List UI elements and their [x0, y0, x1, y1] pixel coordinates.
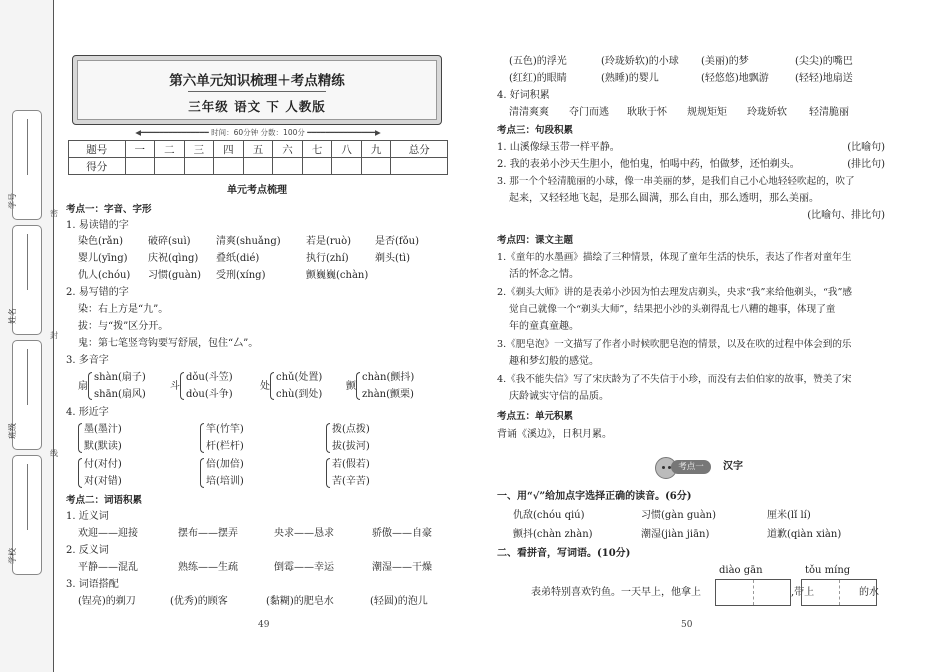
sentence: 起来，又轻轻地飞起，是那么圆满，那么自由，那么透明，那么美丽。: [509, 193, 819, 204]
similar-char: 若(假若): [332, 459, 370, 470]
note-line: 鬼：第七笔竖弯钩要写舒展，包住“厶”。: [78, 338, 259, 349]
student-id-box: [8, 110, 42, 220]
score-cell[interactable]: [332, 158, 362, 175]
right-page: [495, 0, 889, 672]
theme-line: 趣和梦幻般的感觉。: [509, 356, 599, 367]
similar-char: 培(培训): [206, 476, 244, 487]
sentence: 3. 那一个个轻清脆丽的小球，像一串美丽的梦，是我们自己小心地轻轻吹起的，吹了: [497, 176, 855, 187]
fill-text: 的水: [859, 587, 879, 598]
section-title: 单元考点梳理: [227, 185, 287, 196]
similar-char: 对(对错): [84, 476, 122, 487]
class-box: [8, 340, 42, 450]
collocation: (五色)的浮光: [509, 56, 567, 67]
unit-subtitle: 三年级 语文 下 人教版: [188, 99, 326, 114]
q1-heading: 一、用“√”给加点字选择正确的读音。(6分): [497, 491, 692, 502]
good-word: 轻清脆丽: [809, 107, 849, 118]
word-item: 清爽(shuǎng): [216, 236, 281, 247]
score-cell[interactable]: [155, 158, 185, 175]
good-word: 夺门而逃: [569, 107, 609, 118]
s4-heading: 4. 形近字: [66, 407, 109, 418]
similar-char: 苦(辛苦): [332, 476, 370, 487]
note-line: 拔：与“拨”区分开。: [78, 321, 169, 332]
s2-heading: 2. 易写错的字: [66, 287, 129, 298]
collocation: (轻轻)地扇送: [795, 73, 853, 84]
similar-char: 付(对付): [84, 459, 122, 470]
theme-line: 1.《童年的水墨画》描绘了三种情景，体现了童年生活的快乐，表达了作者对童年生: [497, 252, 852, 263]
score-cell[interactable]: [125, 158, 155, 175]
sentence: 1. 山溪像绿玉带一样平静。: [497, 142, 620, 153]
kp3-heading: 考点三：句段积累: [497, 125, 574, 136]
word-item: 颤巍巍(chàn): [306, 270, 369, 281]
seal-mark: 线: [50, 449, 58, 458]
good-word: 清清爽爽: [509, 107, 549, 118]
score-head: 总分: [391, 141, 448, 158]
similar-char: 拔(拔河): [332, 441, 370, 452]
collocation: (美丽)的梦: [701, 56, 749, 67]
theme-line: 觉自己就像一个“剃头大师”，结果把小沙的头剃得乱七八糟的趣事，体现了童: [509, 304, 836, 315]
antonym-pair: 熟练——生疏: [178, 562, 238, 573]
kp5-heading: 考点五：单元积累: [497, 411, 574, 422]
polyphone-reading: shān(扇风): [94, 389, 146, 400]
polyphone-reading: shàn(扇子): [94, 372, 146, 383]
pinyin-prompt: tǒu míng: [805, 565, 851, 576]
polyphone-char: 扇: [78, 381, 88, 392]
sentence-note: (排比句): [847, 159, 885, 170]
polyphone-reading: dǒu(斗笠): [186, 372, 233, 383]
polyphone-reading: zhàn(颤栗): [362, 389, 414, 400]
s1-heading: 1. 易读错的字: [66, 220, 129, 231]
collocation: (尖尖)的嘴巴: [795, 56, 853, 67]
collocation: (黏糊)的肥皂水: [266, 596, 334, 607]
theme-line: 活的怀念之情。: [509, 269, 579, 280]
kp4-heading: 考点四：课文主题: [497, 235, 574, 246]
kp1-heading: 考点一：字音、字形: [66, 204, 152, 215]
score-head: 六: [273, 141, 303, 158]
collocation: (优秀)的顾客: [170, 596, 228, 607]
similar-char: 默(默读): [84, 441, 122, 452]
word-item: 剃头(tì): [375, 253, 411, 264]
score-cell[interactable]: [361, 158, 391, 175]
seal-mark: 密: [50, 209, 58, 218]
score-head: 五: [243, 141, 273, 158]
class-label: 班级: [8, 423, 17, 439]
word-item: 若是(ruò): [306, 236, 352, 247]
pinyin-prompt: diào gān: [719, 565, 763, 576]
synonym-pair: 摆布——摆弄: [178, 528, 238, 539]
theme-line: 2.《剃头大师》讲的是表弟小沙因为怕去理发店剃头，央求“我”来给他剃头，“我”感: [497, 287, 852, 298]
left-page: [60, 0, 454, 672]
sentence-note: (比喻句): [847, 142, 885, 153]
collocation: (红红)的眼睛: [509, 73, 567, 84]
score-head: 七: [302, 141, 332, 158]
score-head: 八: [332, 141, 362, 158]
pronunciation-choice[interactable]: 仇敌(chóu qiú): [513, 510, 585, 521]
similar-char: 倍(加倍): [206, 459, 244, 470]
polyphone-reading: chàn(颤抖): [362, 372, 415, 383]
word-item: 染色(rǎn): [78, 236, 123, 247]
word-item: 执行(zhí): [306, 253, 349, 264]
score-cell[interactable]: [184, 158, 214, 175]
polyphone-reading: dòu(斗争): [186, 389, 233, 400]
pronunciation-choice[interactable]: 厘米(lǐ lí): [767, 510, 811, 521]
fill-text: 表弟特别喜欢钓鱼。一天早上，他拿上: [531, 587, 701, 598]
kp2-heading: 考点二：词语积累: [66, 495, 143, 506]
binding-strip: [0, 0, 54, 672]
w3-heading: 3. 词语搭配: [66, 579, 119, 590]
sentence-note: (比喻句、排比句): [807, 210, 885, 221]
school-box: [8, 455, 42, 575]
score-head: 题号: [69, 141, 126, 158]
score-cell[interactable]: [214, 158, 244, 175]
unit-title: 第六单元知识梳理＋考点精练: [169, 73, 345, 89]
collocation: (玲珑娇软)的小球: [601, 56, 679, 67]
kp5-text: 背诵《溪边》，日积月累。: [497, 429, 612, 440]
polyphone-char: 处: [260, 381, 270, 392]
q2-heading: 二、看拼音，写词语。(10分): [497, 548, 631, 559]
synonym-pair: 欢迎——迎接: [78, 528, 138, 539]
collocation: (熟睡)的婴儿: [601, 73, 659, 84]
theme-line: 年的童真童趣。: [509, 321, 579, 332]
theme-line: 4.《我不能失信》写了宋庆龄为了不失信于小珍，而没有去伯伯家的故事，赞美了宋: [497, 374, 852, 385]
score-cell[interactable]: [273, 158, 303, 175]
polyphone-char: 斗: [170, 381, 180, 392]
seal-mark: 封: [50, 331, 58, 340]
antonym-pair: 潮湿——干燥: [372, 562, 432, 573]
antonym-pair: 平静——混乱: [78, 562, 138, 573]
school-label: 学校: [8, 548, 17, 564]
student-id-label: 学号: [8, 193, 17, 209]
pronunciation-choice[interactable]: 习惯(gàn guàn): [641, 510, 717, 521]
sentence: 2. 我的表弟小沙天生胆小，他怕鬼，怕喝中药，怕做梦，还怕剃头。: [497, 159, 800, 170]
word-item: 庆祝(qìng): [148, 253, 199, 264]
antonym-pair: 倒霉——幸运: [274, 562, 334, 573]
good-word: 耿耿于怀: [627, 107, 667, 118]
h4-heading: 4. 好词积累: [497, 90, 550, 101]
score-table: [68, 140, 448, 175]
word-item: 仇人(chóu): [78, 270, 131, 281]
similar-char: 墨(墨汁): [84, 424, 122, 435]
collocation: (轻悠悠)地飘游: [701, 73, 769, 84]
similar-char: 杆(栏杆): [206, 441, 244, 452]
name-label: 姓名: [8, 308, 17, 324]
word-item: 叠纸(dié): [216, 253, 260, 264]
word-item: 婴儿(yīng): [78, 253, 128, 264]
pronunciation-choice[interactable]: 颤抖(chàn zhàn): [513, 529, 593, 540]
score-cell[interactable]: [391, 158, 448, 175]
s3-heading: 3. 多音字: [66, 355, 109, 366]
page-number: 49: [258, 620, 270, 630]
word-item: 受刑(xíng): [216, 270, 266, 281]
w2-heading: 2. 反义词: [66, 545, 109, 556]
synonym-pair: 骄傲——自豪: [372, 528, 432, 539]
collocation: (轻圆)的泡儿: [370, 596, 428, 607]
score-head: 四: [214, 141, 244, 158]
score-head: 三: [184, 141, 214, 158]
score-row-label: 得分: [69, 158, 126, 175]
synonym-pair: 央求——恳求: [274, 528, 334, 539]
polyphone-reading: chù(到处): [276, 389, 323, 400]
word-item: 是否(fǒu): [375, 236, 419, 247]
time-score-info: ◀━━━━━━━━━━━━━━━ 时间：60分钟 分数：100分 ━━━━━━━━━━━━━━━▶: [135, 128, 381, 137]
name-box: [8, 225, 42, 335]
word-item: 破碎(suì): [148, 236, 191, 247]
page-number: 50: [681, 620, 693, 630]
word-item: 习惯(guàn): [148, 270, 202, 281]
score-cell[interactable]: [243, 158, 273, 175]
note-line: 染：右上方是“九”。: [78, 304, 169, 315]
w1-heading: 1. 近义词: [66, 511, 109, 522]
collocation: (锃亮)的剃刀: [78, 596, 136, 607]
writing-grid[interactable]: [715, 579, 791, 606]
good-word: 规规矩矩: [687, 107, 727, 118]
pronunciation-choice[interactable]: 潮湿(jiàn jiān): [641, 529, 710, 540]
polyphone-reading: chǔ(处置): [276, 372, 323, 383]
fill-text: ,带上: [791, 587, 815, 598]
good-word: 玲珑娇软: [747, 107, 787, 118]
polyphone-char: 颤: [346, 381, 356, 392]
section-badge: 考点一: [671, 460, 711, 474]
score-cell[interactable]: [302, 158, 332, 175]
theme-line: 庆龄诚实守信的品质。: [509, 391, 609, 402]
score-head: 二: [155, 141, 185, 158]
score-head: 九: [361, 141, 391, 158]
pronunciation-choice[interactable]: 道歉(qiàn xiàn): [767, 529, 842, 540]
title-banner: [72, 55, 442, 125]
badge-title: 汉字: [723, 461, 743, 472]
score-head: 一: [125, 141, 155, 158]
similar-char: 竿(竹竿): [206, 424, 244, 435]
theme-line: 3.《肥皂泡》一文描写了作者小时候吹肥皂泡的情景，以及在吹的过程中体会到的乐: [497, 339, 852, 350]
similar-char: 拨(点拨): [332, 424, 370, 435]
